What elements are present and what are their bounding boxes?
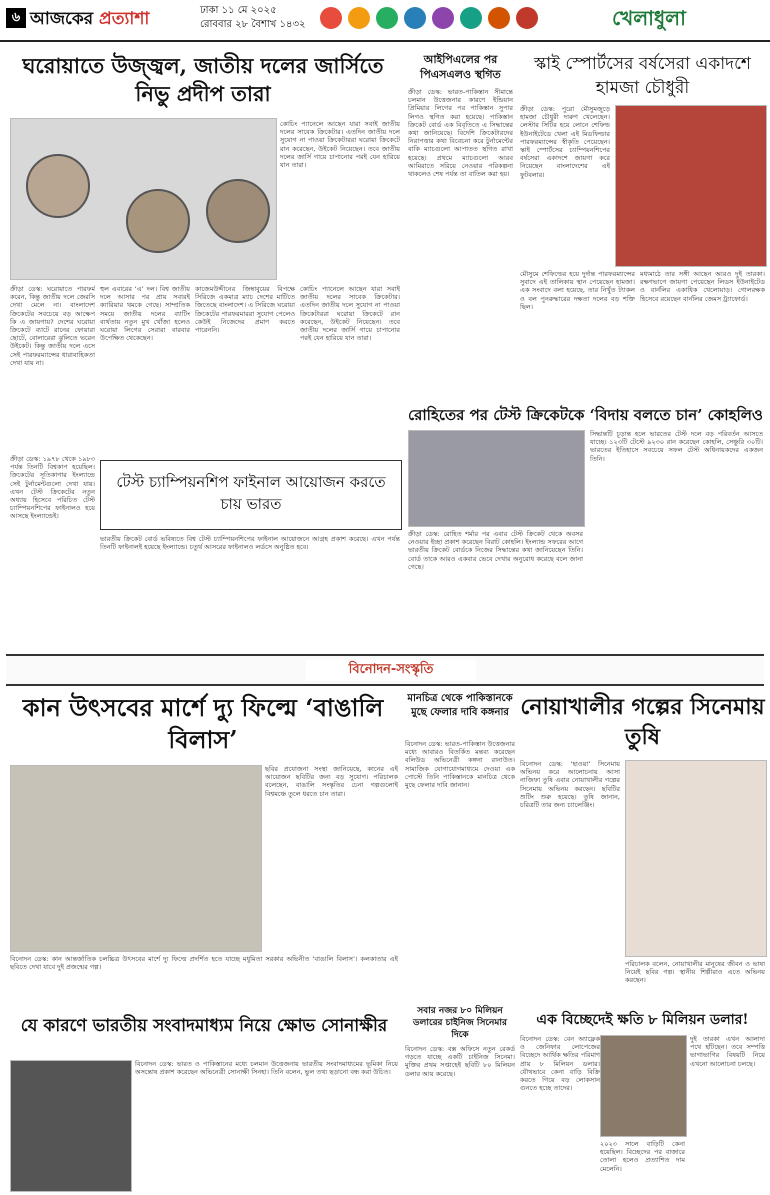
story3-body-a: ক্রীড়া ডেস্ক: পুরো মৌসুমজুড়ে হামজা চৌধুরী দারুণ খেলেছেন। লেস্টার সিটির হয়ে লোনে শেফিল্ড ইউনাইটেডে খেলা এই মিডফিল্ডার পারফরম্যান্সের স্বীকৃতি পেয়েছেন। স্কাই স্পোর্টসের চ্যাম্পিয়নশিপের বর্ষসেরা একাদশে জায়গা করে নিয়েছেন বাংলাদেশের এই ফুটবলার। bbox=[520, 105, 610, 179]
story8-body-a: বিনোদন ডেস্ক: ‘হাওয়া’ সিনেমায় অভিনয় করে আলোচনায় আসা নাজিফা তুষি এবার নোয়াখালীর গল্পের সিনেমায় অভিনয় করছেন। ছবিটির শুটিং শুরু হয়েছে। তুষি জানান, চরিত্রটি তার জন্য চ্যালেঞ্জিং। bbox=[520, 760, 620, 810]
story11-body-a: বিনোদন ডেস্ক: বেন অ্যাফ্লেক ও জেনিফার লোপেজের বিচ্ছেদে আর্থিক ক্ষতির পরিমাণ প্রায় ৮ মিলিয়ন ডলার। যৌথভাবে কেনা বাড়ি বিক্রি করতে গিয়ে বড় লোকসান গুনতে হচ্ছে তাদের। bbox=[520, 1035, 600, 1093]
story2-body: ক্রীড়া ডেস্ক: ভারত-পাকিস্তান সীমান্তে চলমান উত্তেজনার কারণে ইন্ডিয়ান প্রিমিয়ার লিগের পর পাকিস্তান সুপার লিগও স্থগিত করা হয়েছে। পাকিস্তান ক্রিকেট বোর্ড এক বিবৃতিতে এ সিদ্ধান্তের কথা জানিয়েছে। বিদেশি ক্রিকেটারদের নিরাপত্তার কথা বিবেচনা করে টুর্নামেন্টের বাকি ম্যাচগুলো আপাতত স্থগিত রাখা হয়েছে। প্রথমে ম্যাচগুলো আরব আমিরাতে সরিয়ে নেওয়ার পরিকল্পনা থাকলেও শেষ পর্যন্ত তা বাতিল করা হয়। bbox=[408, 88, 513, 179]
brand-part2: প্রত্যাশা bbox=[99, 9, 150, 29]
story8-headline: নোয়াখালীর গল্পের সিনেমায় তুষি bbox=[520, 694, 765, 750]
story10-headline: সবার নজর ৮০ মিলিয়ন ডলারের চাইনিজ সিনেমার দিকে bbox=[413, 1006, 507, 1040]
story5-headline: টেস্ট চ্যাম্পিয়নশিপ ফাইনাল আয়োজন করতে চায় ভারত bbox=[116, 473, 386, 513]
story3-body-b: মৌসুমে শেফিল্ডের হয়ে দুর্দান্ত পারফরম্যান্সের সুবাদে এই তালিকায় স্থান পেয়েছেন হামজা। এক সংবাদে বলা হয়েছে, তার নিখুঁত ট্যাকল ও বল পুনরুদ্ধারের দক্ষতা দলের বড় শক্তি ছিল। bbox=[520, 270, 635, 311]
sports-icons-strip bbox=[320, 4, 600, 32]
page-number: ৬ bbox=[6, 8, 26, 28]
story1-body-b: ক্রীড়া ডেস্ক: ১৯৭৮ থেকে ১৯৮৩ পর্যন্ত তিনটি বিশ্বকাপ হয়েছিল। ক্রিকেটের সূতিকাগার ইংল্যান্ডে সেই টুর্নামেন্টগুলো দেখা যায়। এখন টেস্ট ক্রিকেটের নতুন অধ্যায় হিসেবে পরিচিত টেস্ট চ্যাম্পিয়নশিপের ফাইনালও হয়ে আসছে ইংল্যান্ডেই। bbox=[10, 455, 95, 521]
story11-photo bbox=[600, 1035, 687, 1137]
story1-body-a: ক্রীড়া ডেস্ক: ঘরোয়াতে পারফর্ম করেন, কিন্তু জাতীয় দলে জেরসি দেখা মেলে না। বাংলাদেশ ক্রিকেটের সবচেয়ে বড় আক্ষেপ কি এ জায়গায়? দেশের ঘরোয়া ক্রিকেটে ব্যাটে রানের ফোয়ারা ছোটে, বোলারেরা ঝুলিতে ভরেন উইকেট। কিন্তু জাতীয় দলে এসে সেই পারফরম্যান্সের ধারাবাহিকতা দেখা যায় না। bbox=[10, 285, 95, 367]
date-line-1: ঢাকা ১১ মে ২০২৫ bbox=[200, 5, 277, 16]
story4-photo bbox=[408, 430, 585, 527]
story4-body-a: ক্রীড়া ডেস্ক: রোহিত শর্মার পর এবার টেস্ট ক্রিকেট থেকে অবসর নেওয়ার ইচ্ছা প্রকাশ করেছেন বিরাট কোহলি। ইংল্যান্ড সফরের আগে ভারতীয় ক্রিকেট বোর্ডকে নিজের সিদ্ধান্তের কথা জানিয়েছেন তিনি। বোর্ড তাকে আরও একবার ভেবে দেখার অনুরোধ করেছে বলে জানা গেছে। bbox=[408, 530, 583, 571]
story1-body-e: কাজেমউদ্দীনের জিম্বাবুয়ের বিপক্ষে সিরিজে একমাত্র ম্যাচ দেশের মাটিতে জিতেছে বাংলাদেশ। এ সিরিজে ঘরোয়া ক্রিকেটের পারফরমাররা সুযোগ পেলেও কেউই নিজেদের প্রমাণ করতে পারেননি। bbox=[195, 285, 295, 335]
sport-icon bbox=[516, 7, 538, 29]
story6-headline: কান উৎসবের মার্শে দ্যু ফিল্মে ‘বাঙালি বিলাস’ bbox=[22, 693, 384, 754]
sport-icon bbox=[320, 7, 342, 29]
story1-body-c: কোচিং প্যানেলে আছেন যারা সবাই জাতীয় দলের সাবেক ক্রিকেটার। এতদিন জাতীয় দলে সুযোগ না পাওয়া ক্রিকেটাররা ঘরোয়া ক্রিকেটে রান করেছেন, উইকেট নিয়েছেন। তবে জাতীয় দলের জার্সি গায়ে চাপানোর পরই যেন হারিয়ে যান তারা। bbox=[280, 120, 400, 170]
story2-headline: আইপিএলের পর পিএসএলও স্থগিত bbox=[420, 53, 501, 81]
sport-icon bbox=[488, 7, 510, 29]
story7-body: বিনোদন ডেস্ক: ভারত-পাকিস্তান উত্তেজনার মধ্যে আবারও বিতর্কিত মন্তব্য করেছেন বলিউড অভিনেত্রী কঙ্গনা রানাউত। সামাজিক যোগাযোগমাধ্যমে দেওয়া এক পোস্টে তিনি পাকিস্তানকে মানচিত্র থেকে মুছে ফেলার দাবি জানান। bbox=[405, 740, 515, 790]
story3-body-c: মধ্যমাঠে তার সঙ্গী আছেন আরও দুই তারকা। রক্ষণভাগে জায়গা পেয়েছেন লিডস ইউনাইটেড ও বার্নলির একাধিক খেলোয়াড়। গোলরক্ষক হিসেবে রয়েছেন বার্নলির জেমস ট্র্যাফোর্ড। bbox=[640, 270, 765, 303]
player-photo bbox=[26, 154, 90, 218]
story9-headline: যে কারণে ভারতীয় সংবাদমাধ্যম নিয়ে ক্ষোভ সোনাক্ষীর bbox=[20, 1016, 388, 1036]
story1-body-extra: কোচিং প্যানেলে আছেন যারা সবাই জাতীয় দলের সাবেক ক্রিকেটার। এতদিন জাতীয় দলে সুযোগ না পাওয়া ক্রিকেটাররা ঘরোয়া ক্রিকেটে রান করেছেন, উইকেট নিয়েছেন। তবে জাতীয় দলের জার্সি গায়ে চাপানোর পরই যেন হারিয়ে যান তারা। bbox=[300, 285, 400, 343]
sport-icon bbox=[460, 7, 482, 29]
date-line-2: রোববার ২৮ বৈশাখ ১৪৩২ bbox=[200, 19, 306, 30]
story6-body-b: ছবির প্রযোজনা সংস্থা জানিয়েছে, কানের এই আয়োজন ছবিটির জন্য বড় সুযোগ। পরিচালক বলেছেন, বাঙালি সংস্কৃতির চেনা গল্পগুলোই বিশ্বমঞ্চে তুলে ধরতে চান তারা। bbox=[265, 765, 398, 798]
sport-icon bbox=[376, 7, 398, 29]
player-photo bbox=[126, 189, 190, 253]
story9-photo bbox=[10, 1060, 132, 1192]
story11-body-b: ২০২৩ সালে বাড়িটি কেনা হয়েছিল। বিচ্ছেদের পর বাজারে তোলা হলেও প্রত্যাশিত দাম মেলেনি। bbox=[600, 1140, 685, 1173]
player-photo bbox=[206, 179, 270, 243]
story3-photo bbox=[615, 105, 767, 267]
page-header bbox=[0, 0, 770, 42]
story6-body-a: বিনোদন ডেস্ক: কান আন্তর্জাতিক চলচ্চিত্র উৎসবের মার্শে দ্যু ফিল্মে প্রদর্শিত হতে যাচ্ছে মধুমিতা সরকার অভিনীত ‘বাঙালি বিলাস’। কলকাতার এই ছবিতে দেখা যাবে দুই প্রজন্মের গল্প। bbox=[10, 955, 398, 972]
sport-icon bbox=[432, 7, 454, 29]
story4-headline: রোহিতের পর টেস্ট ক্রিকেটকে ‘বিদায় বলতে চান’ কোহলিও bbox=[408, 406, 763, 424]
story8-body-b: পরিচালক বলেন, নোয়াখালীর মানুষের জীবন ও ভাষা নিয়েই ছবির গল্প। স্থানীয় শিল্পীরাও এতে অভিনয় করছেন। bbox=[625, 960, 765, 985]
story11-headline: এক বিচ্ছেদেই ক্ষতি ৮ মিলিয়ন ডলার! bbox=[536, 1012, 749, 1028]
newspaper-logo bbox=[30, 6, 149, 34]
story5-headline-box bbox=[100, 460, 402, 530]
story9-body: বিনোদন ডেস্ক: ভারত ও পাকিস্তানের মধ্যে চলমান উত্তেজনায় ভারতীয় সংবাদমাধ্যমের ভূমিকা নিয়ে অসন্তোষ প্রকাশ করেছেন অভিনেত্রী সোনাক্ষী সিনহা। তিনি বলেন, ভুল তথ্য ছড়ানো বন্ধ করা উচিত। bbox=[135, 1060, 398, 1077]
sport-icon bbox=[348, 7, 370, 29]
story1-photo-collage bbox=[10, 118, 277, 280]
story7-headline: মানচিত্র থেকে পাকিস্তানকে মুছে ফেলার দাবি কঙ্গনার bbox=[407, 693, 513, 718]
story1-headline: ঘরোয়াতে উজ্জ্বল, জাতীয় দলের জার্সিতে নিভু প্রদীপ তারা bbox=[22, 53, 384, 106]
story6-photo bbox=[10, 765, 262, 952]
story3-headline: স্কাই স্পোর্টসের বর্ষসেরা একাদশে হামজা চৌধুরী bbox=[534, 54, 751, 98]
banner-label: বিনোদন-সংস্কৃতি bbox=[306, 660, 476, 681]
entertainment-banner bbox=[6, 654, 764, 686]
story1-body-d: হুল এবারের ‘এ’ দল। বিশ্ব জাতীয় দলে আসার পর প্রায় সবারই ক্যারিয়ার থমকে গেছে। সাম্প্রতিক সময়ে জাতীয় দলের ব্যাটিং ব্যর্থতায় নতুন মুখ খোঁজা হলেও ঘরোয়া লিগের সেরারা বারবার উপেক্ষিত থেকেছেন। bbox=[100, 285, 190, 343]
sport-icon bbox=[404, 7, 426, 29]
section-title: খেলাধুলা bbox=[612, 6, 686, 30]
brand-part1: আজকের bbox=[30, 9, 94, 29]
story5-body: ভারতীয় ক্রিকেট বোর্ড ভবিষ্যতে বিশ্ব টেস্ট চ্যাম্পিয়নশিপের ফাইনাল আয়োজনে আগ্রহ প্রকাশ করেছে। এখন পর্যন্ত তিনটি ফাইনালই হয়েছে ইংল্যান্ডে। চতুর্থ আসরের ফাইনালও লর্ডসে অনুষ্ঠিত হবে। bbox=[100, 535, 400, 552]
story4-body-b: সিদ্ধান্তটি চূড়ান্ত হলে ভারতের টেস্ট দলে বড় পরিবর্তন আসতে যাচ্ছে। ১২৩টি টেস্টে ৯২৩০ রান করেছেন কোহলি, সেঞ্চুরি ৩০টি। ভারতের ইতিহাসে সবচেয়ে সফল টেস্ট অধিনায়কদের একজন তিনি। bbox=[590, 430, 763, 463]
dateline bbox=[200, 4, 306, 32]
story10-body: বিনোদন ডেস্ক: বক্স অফিসে নতুন রেকর্ড গড়তে যাচ্ছে একটি চাইনিজ সিনেমা। মুক্তির প্রথম সপ্তাহেই ছবিটি ৮০ মিলিয়ন ডলার আয় করেছে। bbox=[405, 1045, 515, 1078]
story11-body-c: দুই তারকা এখন আলাদা পথে হাঁটছেন। তবে সম্পত্তি ভাগাভাগির বিষয়টি নিয়ে এখনো আলোচনা চলছে। bbox=[690, 1035, 765, 1068]
story8-photo bbox=[625, 760, 767, 957]
